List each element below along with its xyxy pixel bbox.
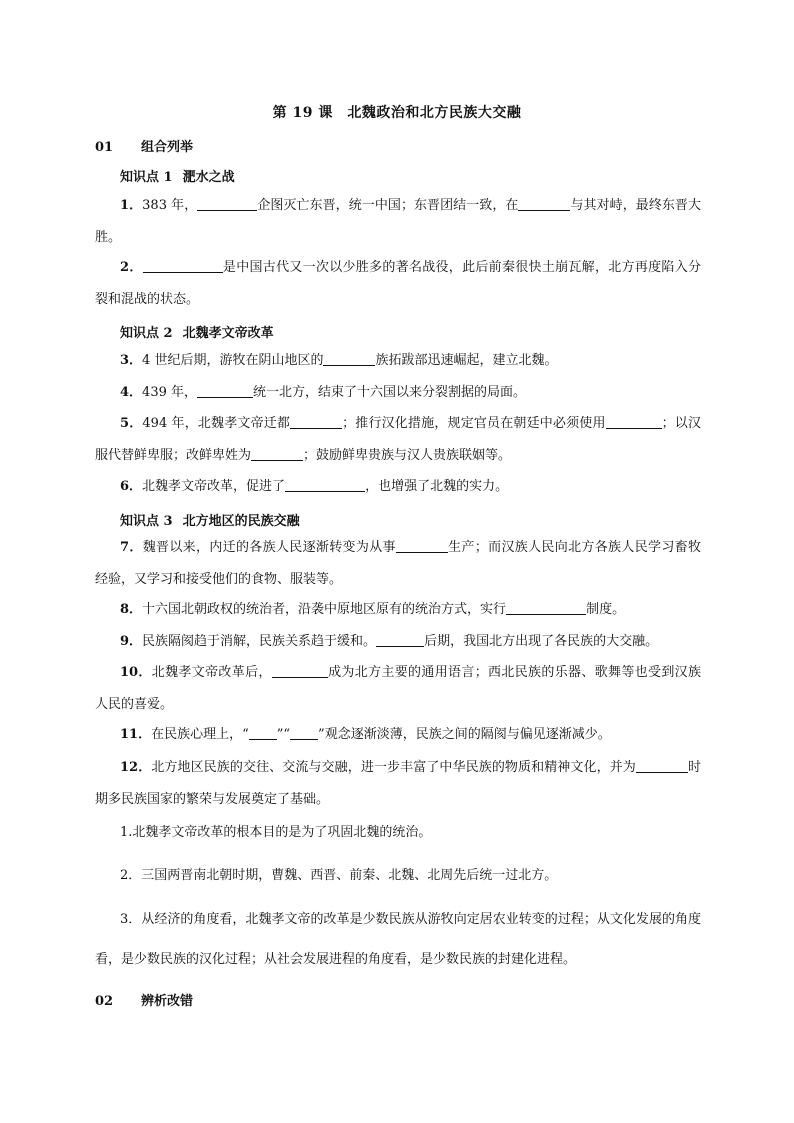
statement-2: 2．三国两晋南北朝时期，曹魏、西晋、前秦、北魏、北周先后统一过北方。 <box>120 868 558 883</box>
section-label: 辨析改错 <box>141 994 194 1009</box>
page-title: 第 19 课 北魏政治和北方民族大交融 <box>272 105 522 121</box>
answer-blank[interactable] <box>323 351 375 366</box>
answer-blank[interactable] <box>506 600 586 615</box>
answer-blank[interactable] <box>251 446 303 461</box>
question-11: 11．在民族心理上，“ ”“ ”观念逐渐淡薄，民族之间的隔阂与偏见逐渐减少。 <box>120 727 611 742</box>
statement-3: 3．从经济的角度看，北魏孝文帝的改革是少数民族从游牧向定居农业转变的过程；从文化发展的角度看，是少数民族的汉化过程；从社会发展进程的角度看，是少数民族的封建化进程。 <box>95 912 701 967</box>
answer-blank[interactable] <box>285 477 365 492</box>
knowledge-point-2 <box>120 322 274 341</box>
knowledge-point-1 <box>120 166 235 185</box>
question-9: 9．民族隔阂趋于消解，民族关系趋于缓和。 后期，我国北方出现了各民族的大交融。 <box>120 634 659 649</box>
section-number: 01 <box>95 140 114 155</box>
question-1: 1．383 年， 企图灭亡东晋，统一中国；东晋团结一致，在 与其对峙，最终东晋大胜。 <box>95 198 701 245</box>
answer-blank[interactable] <box>143 258 223 273</box>
answer-blank[interactable] <box>396 538 448 553</box>
answer-blank[interactable] <box>606 414 662 429</box>
question-2: 2． 是中国古代又一次以少胜多的著名战役，此后前秦很快土崩瓦解，北方再度陷入分裂和混战的状态。 <box>95 260 701 307</box>
answer-blank[interactable] <box>376 632 424 647</box>
question-7: 7．魏晋以来，内迁的各族人民逐渐转变为从事 生产；而汉族人民向北方各族人民学习畜牧经验，又学习和接受他们的食物、服装等。 <box>95 540 701 587</box>
answer-blank[interactable] <box>272 663 328 678</box>
answer-blank[interactable] <box>518 196 570 211</box>
knowledge-point-3 <box>120 510 300 529</box>
knowledge-point-label: 知识点 2 <box>120 326 173 341</box>
knowledge-point-label: 知识点 3 <box>120 514 173 529</box>
knowledge-point-label: 知识点 1 <box>120 170 173 185</box>
section-number: 02 <box>95 994 114 1009</box>
answer-blank[interactable] <box>197 383 253 398</box>
question-8: 8．十六国北朝政权的统治者，沿袭中原地区原有的统治方式，实行 制度。 <box>120 602 626 617</box>
section-label: 组合列举 <box>141 140 194 155</box>
section-heading-2 <box>95 990 193 1009</box>
question-10: 10．北魏孝文帝改革后， 成为北方主要的通用语言；西北民族的乐器、歌舞等也受到汉族人民的喜爱。 <box>95 665 701 712</box>
question-4: 4．439 年， 统一北方，结束了十六国以来分裂割据的局面。 <box>120 385 527 400</box>
question-5: 5．494 年，北魏孝文帝迁都 ；推行汉化措施，规定官员在朝廷中必须使用 ；以汉服代替鲜卑服；改鲜卑姓为 ；鼓励鲜卑贵族与汉人贵族联姻等。 <box>95 416 701 463</box>
answer-blank[interactable] <box>290 414 342 429</box>
answer-blank[interactable] <box>197 196 257 211</box>
statement-1: 1.北魏孝文帝改革的根本目的是为了巩固北魏的统治。 <box>120 825 432 840</box>
answer-blank[interactable] <box>249 725 277 740</box>
knowledge-point-name: 北魏孝文帝改革 <box>182 326 274 341</box>
answer-blank[interactable] <box>290 725 318 740</box>
knowledge-point-name: 淝水之战 <box>182 170 235 185</box>
question-6: 6．北魏孝文帝改革，促进了 ，也增强了北魏的实力。 <box>120 479 509 494</box>
question-12: 12．北方地区民族的交往、交流与交融，进一步丰富了中华民族的物质和精神文化，并为 时期多民族国家的繁荣与发展奠定了基础。 <box>95 760 701 807</box>
answer-blank[interactable] <box>636 758 688 773</box>
question-3: 3．4 世纪后期，游牧在阴山地区的 族拓跋部迅速崛起，建立北魏。 <box>120 353 558 368</box>
knowledge-point-name: 北方地区的民族交融 <box>182 514 300 529</box>
section-heading-1 <box>95 136 193 155</box>
